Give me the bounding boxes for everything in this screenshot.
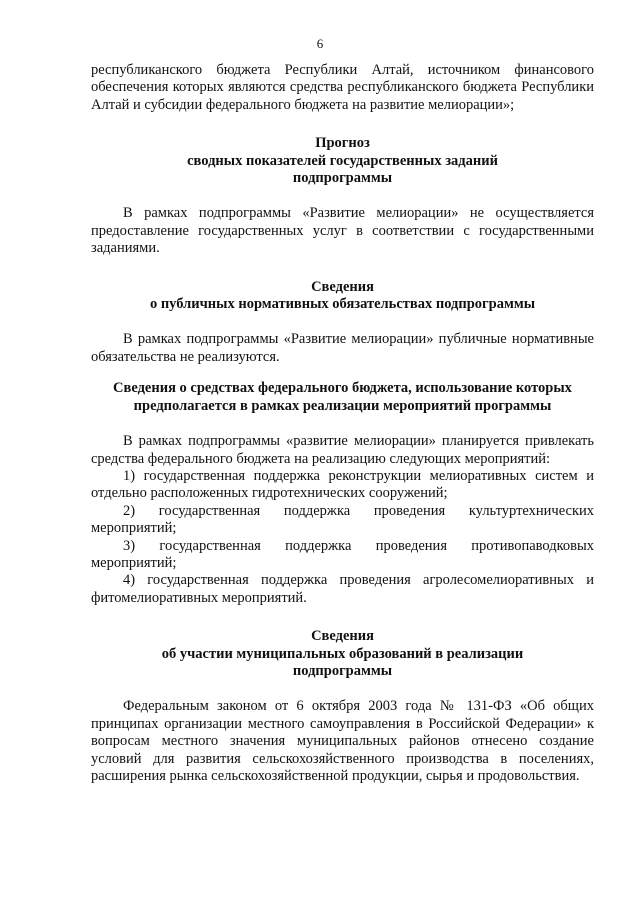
obligations-title <box>91 279 594 314</box>
municipal-paragraph: Федеральным законом от 6 октября 2003 года № 131-ФЗ «Об общих принципах организации местного самоуправления в Российской Федерации» к вопросам местного значения муниципальных районов отнесено создание условий для развития сельскохозяйственного производства в поселениях, расширения рынка сельскохозяйственной продукции, сырья и продовольствия. <box>91 698 594 784</box>
federal-budget-item: 2) государственная поддержка проведения культуртехнических мероприятий; <box>91 502 594 537</box>
municipal-title-line: Сведения <box>311 628 374 645</box>
municipal-title-line: об участии муниципальных образований в реализации <box>161 645 524 662</box>
federal-budget-title-line: предполагается в рамках реализации мероприятий программы <box>133 397 552 414</box>
forecast-title-line: Прогноз <box>315 135 370 152</box>
document-body <box>91 62 594 785</box>
federal-budget-intro: В рамках подпрограммы «развитие мелиорации» планируется привлекать средства федерального бюджета на реализацию следующих мероприятий: <box>91 433 594 467</box>
forecast-title-line: сводных показателей государственных заданий <box>187 152 498 169</box>
municipal-title <box>91 628 594 680</box>
federal-budget-item: 3) государственная поддержка проведения противопаводковых мероприятий; <box>91 537 594 571</box>
forecast-paragraph: В рамках подпрограммы «Развитие мелиорации» не осуществляется предоставление государственных услуг в соответствии с государственными заданиями. <box>91 205 594 257</box>
forecast-title <box>91 135 594 187</box>
federal-budget-title <box>91 380 594 415</box>
obligations-title-line: Сведения <box>311 278 374 295</box>
obligations-title-line: о публичных нормативных обязательствах подпрограммы <box>149 296 536 313</box>
page-number: 6 <box>316 36 324 51</box>
intro-paragraph: республиканского бюджета Республики Алтай, источником финансового обеспечения которых являются средства республиканского бюджета Республики Алтай и субсидии федерального бюджета на развитие мелиорации»; <box>91 62 594 113</box>
municipal-title-line: подпрограммы <box>292 662 393 679</box>
obligations-paragraph: В рамках подпрограммы «Развитие мелиорации» публичные нормативные обязательства не реализуются. <box>91 331 594 365</box>
federal-budget-item: 1) государственная поддержка реконструкции мелиоративных систем и отдельно расположенных гидротехнических сооружений; <box>91 467 594 502</box>
federal-budget-title-line: Сведения о средствах федерального бюджета, использование которых <box>113 380 572 397</box>
federal-budget-item: 4) государственная поддержка проведения агролесомелиоративных и фитомелиоративных мероприятий. <box>91 572 594 606</box>
forecast-title-line: подпрограммы <box>292 170 393 187</box>
